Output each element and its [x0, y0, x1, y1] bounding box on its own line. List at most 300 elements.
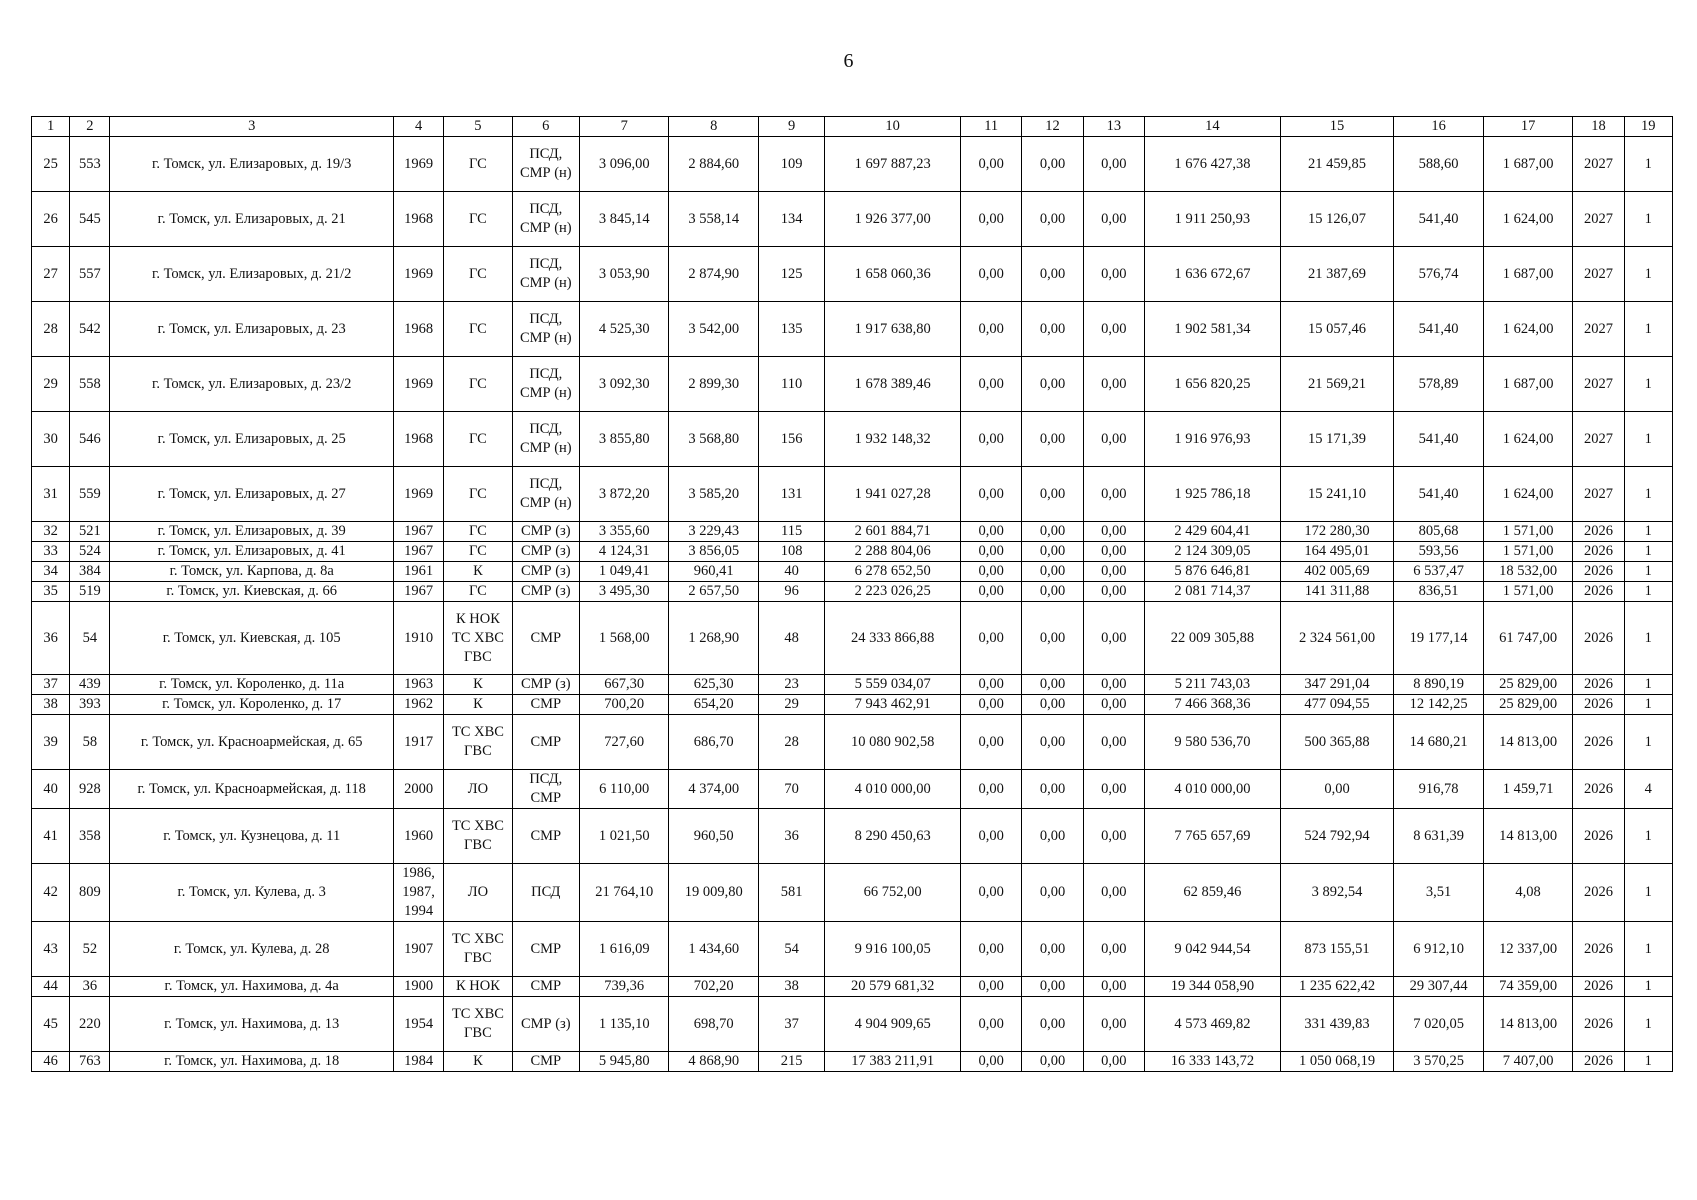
cost-col-12-cell: 0,00 — [1022, 192, 1083, 247]
work-type-cell: СМР (з) — [512, 542, 579, 562]
total-area-cell: 727,60 — [579, 715, 668, 770]
work-type-cell: СМР (з) — [512, 582, 579, 602]
max-unit-cost-cell: 1 624,00 — [1483, 302, 1572, 357]
systems-cell: ГС — [444, 412, 512, 467]
max-unit-cost-cell: 1 687,00 — [1483, 247, 1572, 302]
systems-cell: К НОК — [444, 977, 512, 997]
total-cost-cell: 9 916 100,05 — [825, 922, 961, 977]
total-area-cell: 1 021,50 — [579, 809, 668, 864]
cost-col-14-cell: 1 925 786,18 — [1145, 467, 1281, 522]
build-year-cell: 1968 — [393, 412, 443, 467]
register-number-cell: 384 — [70, 562, 110, 582]
cost-col-12-cell: 0,00 — [1022, 247, 1083, 302]
total-area-cell: 3 096,00 — [579, 137, 668, 192]
table-body — [32, 137, 1673, 1072]
register-number-cell: 559 — [70, 467, 110, 522]
cost-col-12-cell: 0,00 — [1022, 357, 1083, 412]
systems-cell: ТС ХВС ГВС — [444, 715, 512, 770]
cost-col-12-cell: 0,00 — [1022, 522, 1083, 542]
cost-col-14-cell: 5 211 743,03 — [1145, 675, 1281, 695]
table-row — [32, 192, 1673, 247]
total-area-cell: 1 616,09 — [579, 922, 668, 977]
cost-col-13-cell: 0,00 — [1083, 302, 1144, 357]
column-header: 14 — [1145, 117, 1281, 137]
max-unit-cost-cell: 14 813,00 — [1483, 997, 1572, 1052]
cost-col-14-cell: 2 124 309,05 — [1145, 542, 1281, 562]
table-row — [32, 357, 1673, 412]
cost-col-14-cell: 1 676 427,38 — [1145, 137, 1281, 192]
cost-col-14-cell: 22 009 305,88 — [1145, 602, 1281, 675]
cost-col-11-cell: 0,00 — [961, 922, 1022, 977]
row-number-cell: 44 — [32, 977, 70, 997]
cost-col-14-cell: 1 911 250,93 — [1145, 192, 1281, 247]
work-type-cell: ПСД, СМР (н) — [512, 137, 579, 192]
column-header: 13 — [1083, 117, 1144, 137]
build-year-cell: 1986, 1987, 1994 — [393, 864, 443, 922]
row-number-cell: 31 — [32, 467, 70, 522]
build-year-cell: 1961 — [393, 562, 443, 582]
build-year-cell: 1967 — [393, 542, 443, 562]
method-cell: 4 — [1624, 770, 1672, 809]
build-year-cell: 1960 — [393, 809, 443, 864]
living-area-cell: 702,20 — [669, 977, 758, 997]
column-header: 7 — [579, 117, 668, 137]
address-cell: г. Томск, ул. Киевская, д. 66 — [110, 582, 394, 602]
method-cell: 1 — [1624, 412, 1672, 467]
systems-cell: ГС — [444, 542, 512, 562]
cost-col-15-cell: 0,00 — [1280, 770, 1394, 809]
build-year-cell: 1967 — [393, 522, 443, 542]
cost-col-12-cell: 0,00 — [1022, 770, 1083, 809]
plan-year-cell: 2026 — [1573, 922, 1624, 977]
max-unit-cost-cell: 1 459,71 — [1483, 770, 1572, 809]
work-type-cell: СМР — [512, 1052, 579, 1072]
row-number-cell: 33 — [32, 542, 70, 562]
cost-col-11-cell: 0,00 — [961, 522, 1022, 542]
living-area-cell: 19 009,80 — [669, 864, 758, 922]
unit-cost-cell: 588,60 — [1394, 137, 1483, 192]
row-number-cell: 41 — [32, 809, 70, 864]
table-row — [32, 582, 1673, 602]
cost-col-12-cell: 0,00 — [1022, 1052, 1083, 1072]
residents-cell: 135 — [758, 302, 824, 357]
build-year-cell: 1962 — [393, 695, 443, 715]
row-number-cell: 34 — [32, 562, 70, 582]
work-type-cell: СМР (з) — [512, 675, 579, 695]
cost-col-11-cell: 0,00 — [961, 247, 1022, 302]
residents-cell: 215 — [758, 1052, 824, 1072]
cost-col-11-cell: 0,00 — [961, 864, 1022, 922]
address-cell: г. Томск, ул. Красноармейская, д. 118 — [110, 770, 394, 809]
cost-col-11-cell: 0,00 — [961, 562, 1022, 582]
total-cost-cell: 1 658 060,36 — [825, 247, 961, 302]
cost-col-12-cell: 0,00 — [1022, 695, 1083, 715]
plan-year-cell: 2026 — [1573, 809, 1624, 864]
unit-cost-cell: 7 020,05 — [1394, 997, 1483, 1052]
total-area-cell: 4 124,31 — [579, 542, 668, 562]
plan-year-cell: 2026 — [1573, 770, 1624, 809]
column-header: 5 — [444, 117, 512, 137]
max-unit-cost-cell: 1 571,00 — [1483, 582, 1572, 602]
unit-cost-cell: 576,74 — [1394, 247, 1483, 302]
column-header: 3 — [110, 117, 394, 137]
cost-col-14-cell: 1 916 976,93 — [1145, 412, 1281, 467]
address-cell: г. Томск, ул. Кулева, д. 28 — [110, 922, 394, 977]
cost-col-11-cell: 0,00 — [961, 542, 1022, 562]
residents-cell: 29 — [758, 695, 824, 715]
systems-cell: ТС ХВС ГВС — [444, 922, 512, 977]
build-year-cell: 1900 — [393, 977, 443, 997]
residents-cell: 134 — [758, 192, 824, 247]
address-cell: г. Томск, ул. Елизаровых, д. 39 — [110, 522, 394, 542]
cost-col-14-cell: 62 859,46 — [1145, 864, 1281, 922]
systems-cell: К — [444, 1052, 512, 1072]
residents-cell: 108 — [758, 542, 824, 562]
cost-col-15-cell: 1 235 622,42 — [1280, 977, 1394, 997]
residents-cell: 28 — [758, 715, 824, 770]
register-number-cell: 558 — [70, 357, 110, 412]
cost-col-11-cell: 0,00 — [961, 1052, 1022, 1072]
cost-col-15-cell: 21 387,69 — [1280, 247, 1394, 302]
cost-col-14-cell: 1 656 820,25 — [1145, 357, 1281, 412]
living-area-cell: 3 229,43 — [669, 522, 758, 542]
cost-col-13-cell: 0,00 — [1083, 770, 1144, 809]
cost-col-11-cell: 0,00 — [961, 675, 1022, 695]
address-cell: г. Томск, ул. Красноармейская, д. 65 — [110, 715, 394, 770]
table-row — [32, 137, 1673, 192]
method-cell: 1 — [1624, 695, 1672, 715]
max-unit-cost-cell: 1 624,00 — [1483, 467, 1572, 522]
unit-cost-cell: 593,56 — [1394, 542, 1483, 562]
method-cell: 1 — [1624, 997, 1672, 1052]
total-area-cell: 3 495,30 — [579, 582, 668, 602]
cost-col-12-cell: 0,00 — [1022, 302, 1083, 357]
total-cost-cell: 24 333 866,88 — [825, 602, 961, 675]
plan-year-cell: 2026 — [1573, 1052, 1624, 1072]
address-cell: г. Томск, ул. Елизаровых, д. 21 — [110, 192, 394, 247]
cost-col-15-cell: 141 311,88 — [1280, 582, 1394, 602]
row-number-cell: 36 — [32, 602, 70, 675]
total-area-cell: 1 049,41 — [579, 562, 668, 582]
build-year-cell: 1907 — [393, 922, 443, 977]
table-row — [32, 864, 1673, 922]
plan-year-cell: 2026 — [1573, 864, 1624, 922]
living-area-cell: 4 868,90 — [669, 1052, 758, 1072]
work-type-cell: ПСД, СМР (н) — [512, 302, 579, 357]
cost-col-15-cell: 477 094,55 — [1280, 695, 1394, 715]
cost-col-13-cell: 0,00 — [1083, 977, 1144, 997]
cost-col-14-cell: 7 466 368,36 — [1145, 695, 1281, 715]
work-type-cell: ПСД, СМР (н) — [512, 412, 579, 467]
total-area-cell: 3 355,60 — [579, 522, 668, 542]
address-cell: г. Томск, ул. Елизаровых, д. 19/3 — [110, 137, 394, 192]
cost-col-11-cell: 0,00 — [961, 412, 1022, 467]
total-cost-cell: 1 941 027,28 — [825, 467, 961, 522]
cost-col-11-cell: 0,00 — [961, 582, 1022, 602]
systems-cell: ЛО — [444, 770, 512, 809]
systems-cell: ГС — [444, 467, 512, 522]
total-cost-cell: 8 290 450,63 — [825, 809, 961, 864]
residents-cell: 115 — [758, 522, 824, 542]
max-unit-cost-cell: 25 829,00 — [1483, 695, 1572, 715]
build-year-cell: 1968 — [393, 192, 443, 247]
build-year-cell: 1969 — [393, 357, 443, 412]
build-year-cell: 1968 — [393, 302, 443, 357]
living-area-cell: 698,70 — [669, 997, 758, 1052]
cost-col-15-cell: 524 792,94 — [1280, 809, 1394, 864]
table-row — [32, 247, 1673, 302]
unit-cost-cell: 578,89 — [1394, 357, 1483, 412]
unit-cost-cell: 19 177,14 — [1394, 602, 1483, 675]
unit-cost-cell: 3,51 — [1394, 864, 1483, 922]
address-cell: г. Томск, ул. Елизаровых, д. 23 — [110, 302, 394, 357]
systems-cell: ГС — [444, 357, 512, 412]
plan-year-cell: 2027 — [1573, 247, 1624, 302]
register-number-cell: 553 — [70, 137, 110, 192]
living-area-cell: 2 657,50 — [669, 582, 758, 602]
max-unit-cost-cell: 1 571,00 — [1483, 522, 1572, 542]
column-header: 6 — [512, 117, 579, 137]
method-cell: 1 — [1624, 809, 1672, 864]
register-number-cell: 52 — [70, 922, 110, 977]
systems-cell: ГС — [444, 522, 512, 542]
row-number-cell: 30 — [32, 412, 70, 467]
total-cost-cell: 2 601 884,71 — [825, 522, 961, 542]
row-number-cell: 38 — [32, 695, 70, 715]
living-area-cell: 1 434,60 — [669, 922, 758, 977]
build-year-cell: 1984 — [393, 1052, 443, 1072]
cost-col-13-cell: 0,00 — [1083, 137, 1144, 192]
total-cost-cell: 10 080 902,58 — [825, 715, 961, 770]
row-number-cell: 25 — [32, 137, 70, 192]
build-year-cell: 1967 — [393, 582, 443, 602]
cost-col-13-cell: 0,00 — [1083, 675, 1144, 695]
table-row — [32, 542, 1673, 562]
total-area-cell: 3 092,30 — [579, 357, 668, 412]
plan-year-cell: 2026 — [1573, 695, 1624, 715]
total-cost-cell: 6 278 652,50 — [825, 562, 961, 582]
work-type-cell: СМР (з) — [512, 522, 579, 542]
cost-col-15-cell: 21 569,21 — [1280, 357, 1394, 412]
row-number-cell: 46 — [32, 1052, 70, 1072]
max-unit-cost-cell: 14 813,00 — [1483, 715, 1572, 770]
residents-cell: 54 — [758, 922, 824, 977]
cost-col-13-cell: 0,00 — [1083, 809, 1144, 864]
register-number-cell: 358 — [70, 809, 110, 864]
living-area-cell: 960,50 — [669, 809, 758, 864]
column-header: 4 — [393, 117, 443, 137]
method-cell: 1 — [1624, 715, 1672, 770]
cost-col-13-cell: 0,00 — [1083, 412, 1144, 467]
cost-col-14-cell: 9 042 944,54 — [1145, 922, 1281, 977]
max-unit-cost-cell: 1 687,00 — [1483, 137, 1572, 192]
total-cost-cell: 1 926 377,00 — [825, 192, 961, 247]
living-area-cell: 2 884,60 — [669, 137, 758, 192]
table-row — [32, 997, 1673, 1052]
method-cell: 1 — [1624, 864, 1672, 922]
cost-col-13-cell: 0,00 — [1083, 247, 1144, 302]
total-cost-cell: 2 223 026,25 — [825, 582, 961, 602]
plan-year-cell: 2027 — [1573, 412, 1624, 467]
max-unit-cost-cell: 7 407,00 — [1483, 1052, 1572, 1072]
address-cell: г. Томск, ул. Короленко, д. 11а — [110, 675, 394, 695]
cost-col-12-cell: 0,00 — [1022, 997, 1083, 1052]
cost-col-11-cell: 0,00 — [961, 467, 1022, 522]
cost-col-11-cell: 0,00 — [961, 357, 1022, 412]
residents-cell: 48 — [758, 602, 824, 675]
max-unit-cost-cell: 74 359,00 — [1483, 977, 1572, 997]
method-cell: 1 — [1624, 247, 1672, 302]
plan-year-cell: 2026 — [1573, 542, 1624, 562]
table-row — [32, 922, 1673, 977]
living-area-cell: 3 856,05 — [669, 542, 758, 562]
register-number-cell: 546 — [70, 412, 110, 467]
column-header: 17 — [1483, 117, 1572, 137]
total-cost-cell: 7 943 462,91 — [825, 695, 961, 715]
column-header: 12 — [1022, 117, 1083, 137]
method-cell: 1 — [1624, 302, 1672, 357]
column-header: 11 — [961, 117, 1022, 137]
plan-year-cell: 2027 — [1573, 302, 1624, 357]
living-area-cell: 960,41 — [669, 562, 758, 582]
column-header: 2 — [70, 117, 110, 137]
cost-col-15-cell: 402 005,69 — [1280, 562, 1394, 582]
cost-col-13-cell: 0,00 — [1083, 1052, 1144, 1072]
systems-cell: ЛО — [444, 864, 512, 922]
address-cell: г. Томск, ул. Елизаровых, д. 27 — [110, 467, 394, 522]
systems-cell: ТС ХВС ГВС — [444, 809, 512, 864]
row-number-cell: 26 — [32, 192, 70, 247]
address-cell: г. Томск, ул. Елизаровых, д. 23/2 — [110, 357, 394, 412]
row-number-cell: 27 — [32, 247, 70, 302]
total-cost-cell: 1 932 148,32 — [825, 412, 961, 467]
register-number-cell: 393 — [70, 695, 110, 715]
build-year-cell: 1969 — [393, 467, 443, 522]
systems-cell: К — [444, 695, 512, 715]
unit-cost-cell: 3 570,25 — [1394, 1052, 1483, 1072]
cost-col-11-cell: 0,00 — [961, 809, 1022, 864]
cost-col-11-cell: 0,00 — [961, 695, 1022, 715]
cost-col-11-cell: 0,00 — [961, 715, 1022, 770]
register-number-cell: 58 — [70, 715, 110, 770]
method-cell: 1 — [1624, 675, 1672, 695]
max-unit-cost-cell: 18 532,00 — [1483, 562, 1572, 582]
table-row — [32, 770, 1673, 809]
register-number-cell: 36 — [70, 977, 110, 997]
cost-col-11-cell: 0,00 — [961, 192, 1022, 247]
cost-col-14-cell: 9 580 536,70 — [1145, 715, 1281, 770]
table-row — [32, 562, 1673, 582]
address-cell: г. Томск, ул. Елизаровых, д. 21/2 — [110, 247, 394, 302]
work-type-cell: ПСД, СМР (н) — [512, 247, 579, 302]
method-cell: 1 — [1624, 542, 1672, 562]
plan-year-cell: 2027 — [1573, 192, 1624, 247]
table-row — [32, 302, 1673, 357]
cost-col-15-cell: 15 126,07 — [1280, 192, 1394, 247]
total-area-cell: 3 845,14 — [579, 192, 668, 247]
cost-col-15-cell: 331 439,83 — [1280, 997, 1394, 1052]
residents-cell: 109 — [758, 137, 824, 192]
table-row — [32, 467, 1673, 522]
total-cost-cell: 4 904 909,65 — [825, 997, 961, 1052]
cost-col-14-cell: 16 333 143,72 — [1145, 1052, 1281, 1072]
column-header: 19 — [1624, 117, 1672, 137]
register-number-cell: 521 — [70, 522, 110, 542]
plan-year-cell: 2027 — [1573, 137, 1624, 192]
build-year-cell: 2000 — [393, 770, 443, 809]
living-area-cell: 3 585,20 — [669, 467, 758, 522]
max-unit-cost-cell: 1 624,00 — [1483, 192, 1572, 247]
cost-col-13-cell: 0,00 — [1083, 562, 1144, 582]
work-type-cell: СМР — [512, 922, 579, 977]
residents-cell: 131 — [758, 467, 824, 522]
row-number-cell: 29 — [32, 357, 70, 412]
work-type-cell: ПСД — [512, 864, 579, 922]
build-year-cell: 1969 — [393, 247, 443, 302]
residents-cell: 96 — [758, 582, 824, 602]
unit-cost-cell: 541,40 — [1394, 192, 1483, 247]
cost-col-13-cell: 0,00 — [1083, 715, 1144, 770]
cost-col-15-cell: 15 241,10 — [1280, 467, 1394, 522]
living-area-cell: 3 542,00 — [669, 302, 758, 357]
residents-cell: 581 — [758, 864, 824, 922]
address-cell: г. Томск, ул. Нахимова, д. 4а — [110, 977, 394, 997]
cost-col-13-cell: 0,00 — [1083, 922, 1144, 977]
residents-cell: 70 — [758, 770, 824, 809]
table-row — [32, 1052, 1673, 1072]
register-number-cell: 542 — [70, 302, 110, 357]
cost-col-15-cell: 21 459,85 — [1280, 137, 1394, 192]
register-number-cell: 763 — [70, 1052, 110, 1072]
cost-col-12-cell: 0,00 — [1022, 809, 1083, 864]
cost-col-12-cell: 0,00 — [1022, 675, 1083, 695]
total-area-cell: 3 855,80 — [579, 412, 668, 467]
method-cell: 1 — [1624, 467, 1672, 522]
register-number-cell: 928 — [70, 770, 110, 809]
row-number-cell: 43 — [32, 922, 70, 977]
total-area-cell: 3 053,90 — [579, 247, 668, 302]
column-header: 1 — [32, 117, 70, 137]
cost-col-11-cell: 0,00 — [961, 977, 1022, 997]
plan-year-cell: 2026 — [1573, 977, 1624, 997]
cost-col-13-cell: 0,00 — [1083, 864, 1144, 922]
systems-cell: ГС — [444, 247, 512, 302]
table-row — [32, 675, 1673, 695]
plan-year-cell: 2026 — [1573, 715, 1624, 770]
address-cell: г. Томск, ул. Киевская, д. 105 — [110, 602, 394, 675]
living-area-cell: 625,30 — [669, 675, 758, 695]
cost-col-15-cell: 347 291,04 — [1280, 675, 1394, 695]
total-area-cell: 739,36 — [579, 977, 668, 997]
total-cost-cell: 20 579 681,32 — [825, 977, 961, 997]
unit-cost-cell: 916,78 — [1394, 770, 1483, 809]
max-unit-cost-cell: 1 624,00 — [1483, 412, 1572, 467]
column-header: 18 — [1573, 117, 1624, 137]
cost-col-15-cell: 15 171,39 — [1280, 412, 1394, 467]
table-row — [32, 522, 1673, 542]
total-area-cell: 21 764,10 — [579, 864, 668, 922]
address-cell: г. Томск, ул. Елизаровых, д. 25 — [110, 412, 394, 467]
plan-year-cell: 2026 — [1573, 675, 1624, 695]
address-cell: г. Томск, ул. Короленко, д. 17 — [110, 695, 394, 715]
method-cell: 1 — [1624, 602, 1672, 675]
cost-col-14-cell: 1 636 672,67 — [1145, 247, 1281, 302]
systems-cell: ТС ХВС ГВС — [444, 997, 512, 1052]
build-year-cell: 1963 — [393, 675, 443, 695]
register-number-cell: 220 — [70, 997, 110, 1052]
cost-col-12-cell: 0,00 — [1022, 602, 1083, 675]
unit-cost-cell: 12 142,25 — [1394, 695, 1483, 715]
